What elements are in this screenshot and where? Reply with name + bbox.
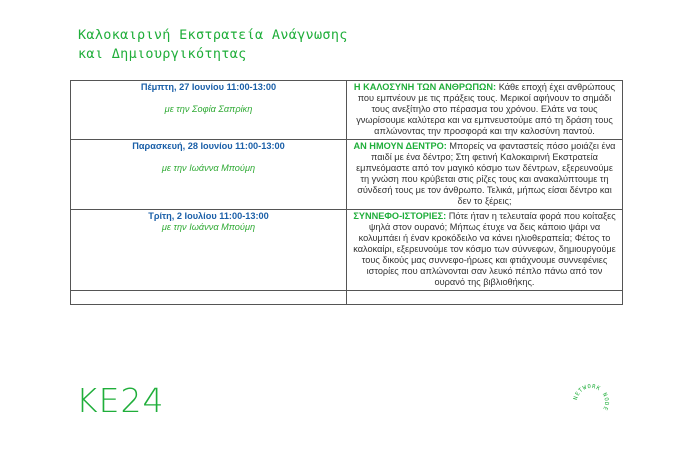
session-date: Πέμπτη, 27 Ιουνίου 11:00-13:00 (140, 82, 277, 92)
empty-cell (71, 291, 347, 305)
session-host: με την Ιωάννα Μπούμη (161, 163, 256, 173)
schedule-table (70, 80, 623, 305)
network-node-badge-icon (570, 381, 612, 423)
session-host: με την Σοφία Σαπρίκη (164, 104, 253, 114)
badge-text: NETWORK NODE (573, 383, 610, 412)
empty-cell (347, 291, 623, 305)
empty-table-row (71, 291, 623, 305)
session-description-cell (347, 210, 623, 291)
session-description-cell (347, 140, 623, 210)
session-description: Μπορείς να φανταστείς πόσο μοιάζει ένα παιδί με ένα δέντρο; Στη φετινή Καλοκαιρινή Εκστρατεία εμπνεόμαστε από τον μαγικό κόσμο των δέντρων, εξερευνούμε τη γνώση που κρύβεται στις ρίζες τους και ανακαλύπτουμε τη σύνδεσή τους με τον άνθρωπο. Τελικά, μήπως είσαι δέντρο και δεν το ξέρεις; (356, 141, 616, 206)
session-topic: ΑΝ ΗΜΟΥΝ ΔΕΝΤΡΟ: (353, 141, 447, 151)
session-when-cell (71, 210, 347, 291)
session-when-cell (71, 81, 347, 140)
ke24-logo: ΚΕ24 (76, 381, 165, 420)
session-topic: ΣΥΝΝΕΦΟ-ΙΣΤΟΡΙΕΣ: (353, 211, 447, 221)
page-title-line-2: και Δημιουργικότητας (78, 46, 247, 62)
svg-text:NETWORK NODE (573, 384, 609, 412)
table-row (71, 140, 623, 210)
session-description: Πότε ήταν η τελευταία φορά που κοίταξες ψηλά στον ουρανό; Μήπως έτυχε να δεις κάποιο ψάρι να κολυμπάει ή έναν κροκόδειλο να κάνει ηλιοθεραπεία; Φέτος το καλοκαίρι, εξερευνούμε τον κόσμο των σύννεφων, δημιουργούμε τους δικούς μας συννεφο-ήρωες και φτιάχνουμε συννεφένιες ιστορίες που απλώνονται σαν λευκό πέπλο πάνω από τον ουρανό της βιβλιοθήκης. (353, 211, 616, 287)
session-host: με την Ιωάννα Μπούμη (161, 222, 256, 232)
session-description-cell (347, 81, 623, 140)
session-description: Κάθε εποχή έχει ανθρώπους που εμπνέουν με τις πράξεις τους. Μερικοί αφήνουν το σημάδι τους ανεξίτηλο στο πέρασμα του χρόνου. Ελάτε να τους γνωρίσουμε καλύτερα και να εμπνευστούμε από τη δράση τους απλώνοντας την προσφορά και την καλοσύνη παντού. (356, 82, 616, 136)
session-date: Παρασκευή, 28 Ιουνίου 11:00-13:00 (132, 141, 285, 151)
session-when-cell (71, 140, 347, 210)
table-row (71, 210, 623, 291)
table-row (71, 81, 623, 140)
session-date: Τρίτη, 2 Ιουλίου 11:00-13:00 (148, 211, 269, 221)
session-topic: Η ΚΑΛΟΣΥΝΗ ΤΩΝ ΑΝΘΡΩΠΩΝ: (353, 82, 497, 92)
page-title-line-1: Καλοκαιρινή Εκστρατεία Ανάγνωσης (78, 27, 348, 43)
page-title (78, 26, 348, 64)
